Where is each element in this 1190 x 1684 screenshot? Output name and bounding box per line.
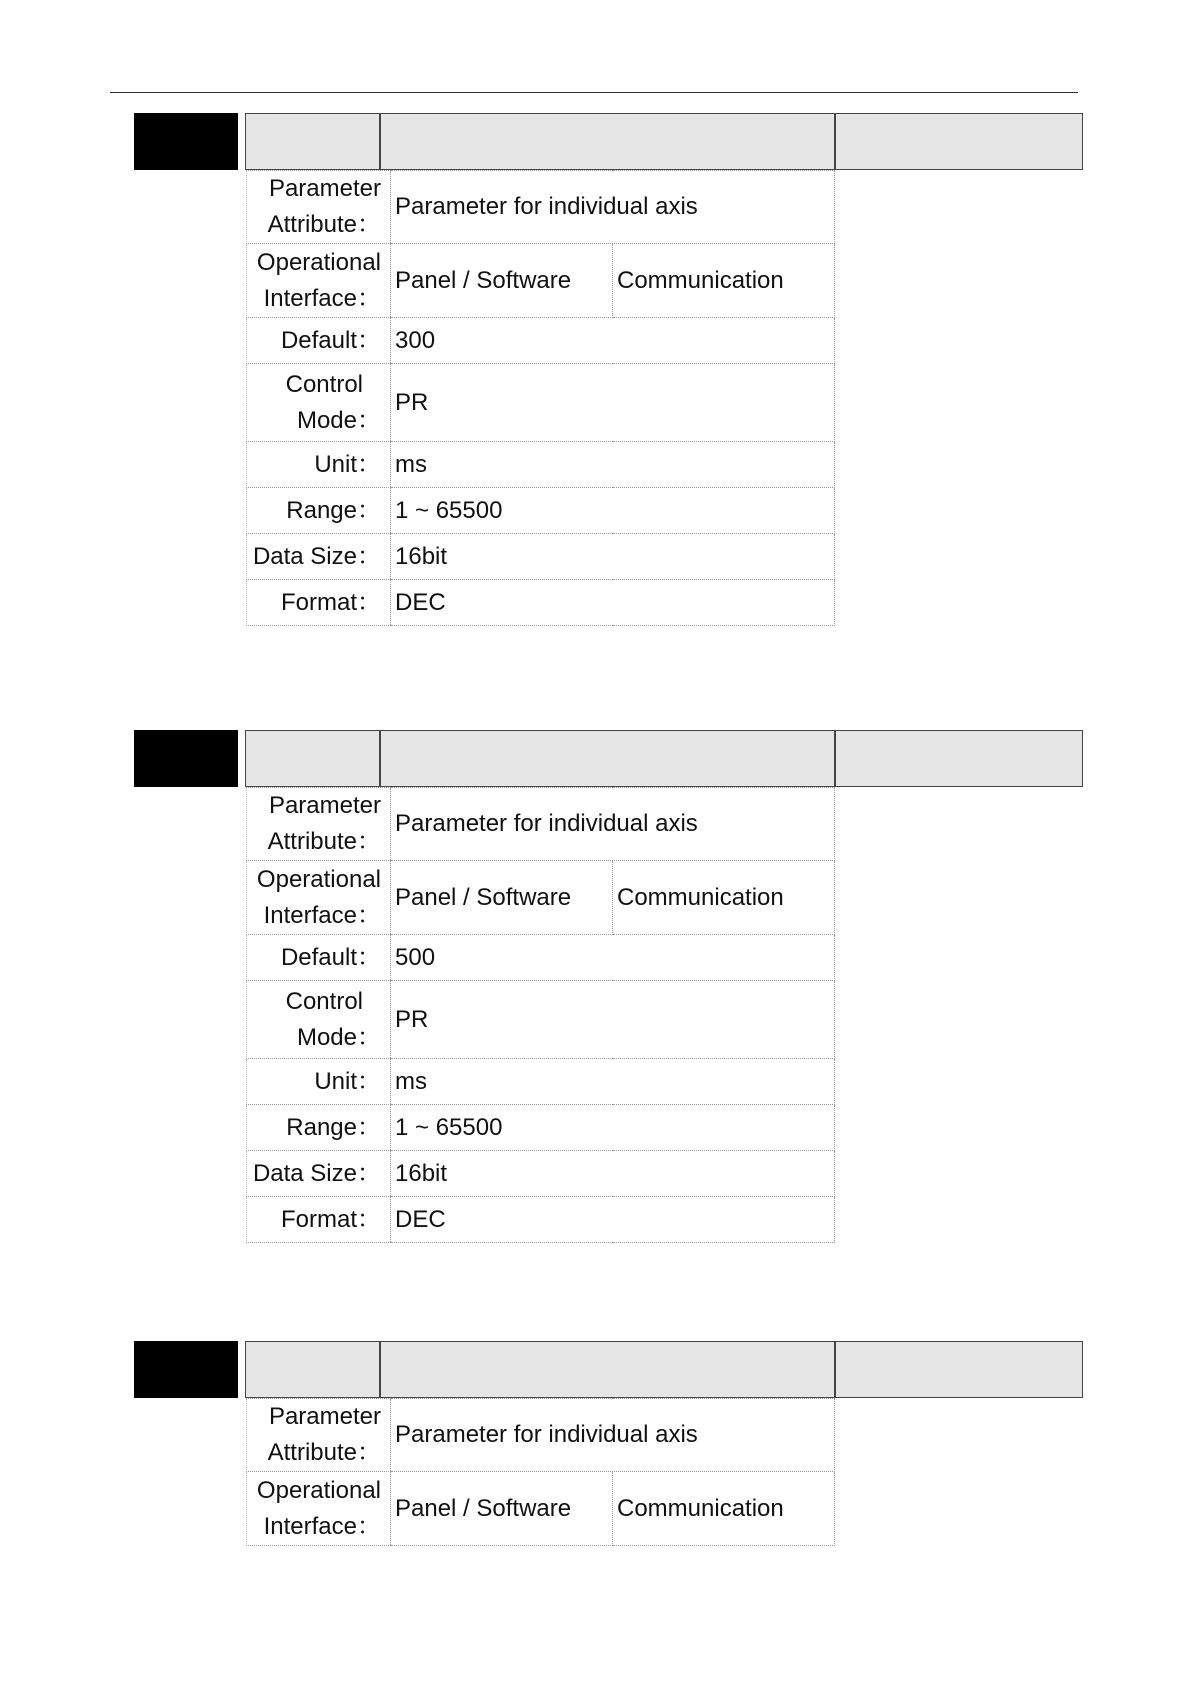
row-operational-interface xyxy=(247,861,835,935)
parameter-code-box xyxy=(134,113,238,170)
row-parameter-attribute xyxy=(247,788,835,861)
attr-label-line1: Parameter xyxy=(268,792,381,819)
op-label-line2: Interface： xyxy=(263,284,381,312)
row-operational-interface xyxy=(247,1472,835,1546)
row-parameter-attribute xyxy=(247,1399,835,1472)
parameter-header-cell xyxy=(245,1341,380,1398)
row-data-size xyxy=(247,534,835,580)
row-control-mode xyxy=(247,981,835,1059)
parameter-header-cell xyxy=(835,1341,1083,1398)
parameter-attribute-table xyxy=(246,170,835,626)
control-mode-label-line1: Control xyxy=(285,370,363,398)
attr-value: Parameter for individual axis xyxy=(391,171,835,244)
row-unit xyxy=(247,1059,835,1105)
row-default xyxy=(247,935,835,981)
default-label: Default： xyxy=(247,318,391,364)
format-label: Format： xyxy=(247,1197,391,1243)
control-mode-label xyxy=(247,364,391,442)
row-operational-interface xyxy=(247,244,835,318)
op-label-line1: Operational xyxy=(256,248,381,276)
op-value-panel: Panel / Software xyxy=(391,244,613,318)
op-label-line1: Operational xyxy=(256,865,381,893)
op-value-communication: Communication xyxy=(613,244,835,318)
op-label xyxy=(247,861,391,935)
op-value-panel: Panel / Software xyxy=(391,861,613,935)
header-rule xyxy=(110,92,1078,93)
parameter-code-box xyxy=(134,1341,238,1398)
format-value: DEC xyxy=(391,1197,835,1243)
data-size-value: 16bit xyxy=(391,534,835,580)
attr-label xyxy=(247,1399,391,1472)
parameter-header-cell xyxy=(835,730,1083,787)
default-value: 300 xyxy=(391,318,835,364)
range-label: Range： xyxy=(247,1105,391,1151)
parameter-header-cell xyxy=(380,730,835,787)
attr-label-line1: Parameter xyxy=(268,1403,381,1430)
parameter-attribute-table xyxy=(246,1398,835,1546)
data-size-value: 16bit xyxy=(391,1151,835,1197)
op-value-communication: Communication xyxy=(613,1472,835,1546)
attr-label-line2: Attribute： xyxy=(267,1439,381,1466)
parameter-header-cell xyxy=(380,113,835,170)
attr-label-line1: Parameter xyxy=(268,175,381,202)
parameter-code-box xyxy=(134,730,238,787)
parameter-header-cell xyxy=(245,730,380,787)
format-value: DEC xyxy=(391,580,835,626)
unit-value: ms xyxy=(391,442,835,488)
row-unit xyxy=(247,442,835,488)
attr-value: Parameter for individual axis xyxy=(391,1399,835,1472)
control-mode-value: PR xyxy=(391,364,835,442)
row-default xyxy=(247,318,835,364)
attr-label-line2: Attribute： xyxy=(267,211,381,238)
attr-value: Parameter for individual axis xyxy=(391,788,835,861)
control-mode-label-line2: Mode： xyxy=(296,1023,381,1051)
op-label xyxy=(247,244,391,318)
data-size-label: Data Size： xyxy=(247,1151,391,1197)
range-label: Range： xyxy=(247,488,391,534)
op-label xyxy=(247,1472,391,1546)
parameter-attribute-table xyxy=(246,787,835,1243)
row-control-mode xyxy=(247,364,835,442)
row-format xyxy=(247,1197,835,1243)
range-value: 1 ~ 65500 xyxy=(391,1105,835,1151)
range-value: 1 ~ 65500 xyxy=(391,488,835,534)
attr-label xyxy=(247,171,391,244)
control-mode-label-line1: Control xyxy=(285,987,363,1015)
op-label-line2: Interface： xyxy=(263,901,381,929)
data-size-label: Data Size： xyxy=(247,534,391,580)
default-value: 500 xyxy=(391,935,835,981)
control-mode-value: PR xyxy=(391,981,835,1059)
unit-value: ms xyxy=(391,1059,835,1105)
row-data-size xyxy=(247,1151,835,1197)
row-range xyxy=(247,1105,835,1151)
parameter-header-cell xyxy=(835,113,1083,170)
unit-label: Unit： xyxy=(247,442,391,488)
unit-label: Unit： xyxy=(247,1059,391,1105)
parameter-header-cell xyxy=(380,1341,835,1398)
op-label-line2: Interface： xyxy=(263,1512,381,1540)
parameter-header-cell xyxy=(245,113,380,170)
format-label: Format： xyxy=(247,580,391,626)
row-parameter-attribute xyxy=(247,171,835,244)
row-format xyxy=(247,580,835,626)
op-label-line1: Operational xyxy=(256,1476,381,1504)
control-mode-label-line2: Mode： xyxy=(296,406,381,434)
row-range xyxy=(247,488,835,534)
op-value-panel: Panel / Software xyxy=(391,1472,613,1546)
control-mode-label xyxy=(247,981,391,1059)
attr-label-line2: Attribute： xyxy=(267,828,381,855)
attr-label xyxy=(247,788,391,861)
op-value-communication: Communication xyxy=(613,861,835,935)
default-label: Default： xyxy=(247,935,391,981)
